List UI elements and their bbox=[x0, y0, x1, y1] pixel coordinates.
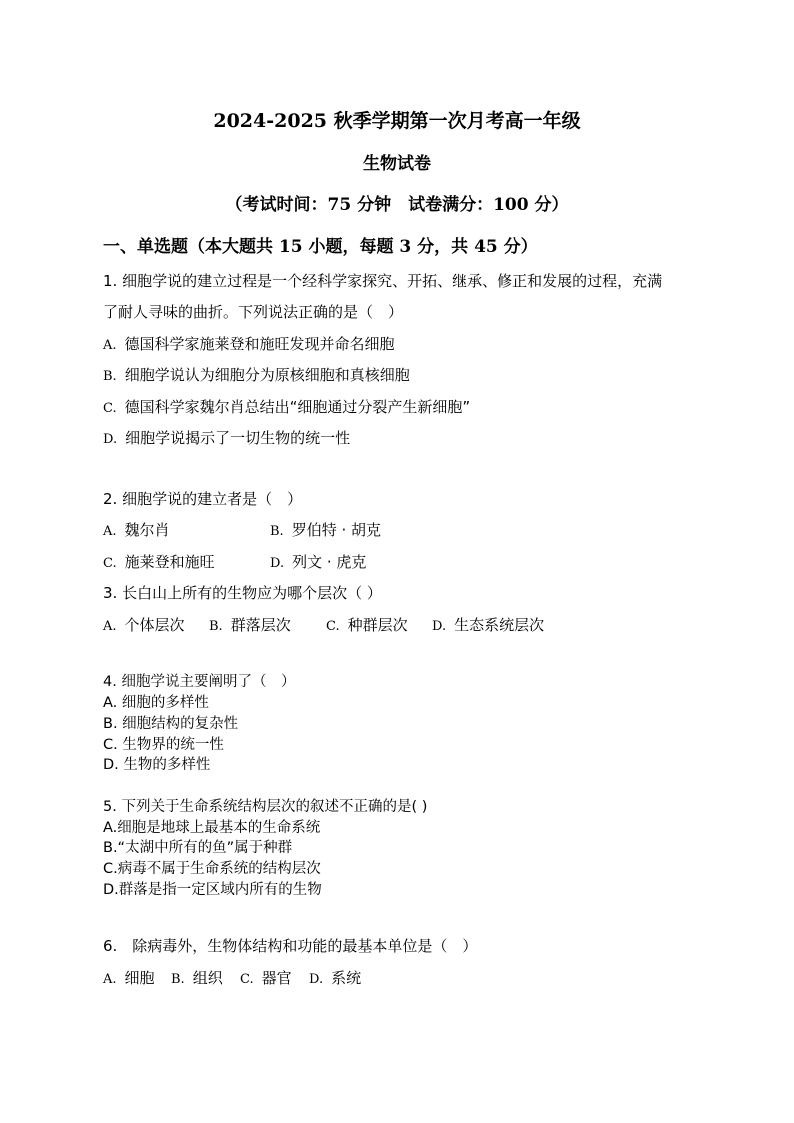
option-text: 细胞 bbox=[124, 969, 155, 987]
option-text: 系统 bbox=[331, 969, 362, 987]
q3-option-d bbox=[432, 614, 544, 635]
q1-option-a bbox=[103, 333, 395, 354]
q1-option-d bbox=[103, 427, 350, 448]
option-letter: D. bbox=[270, 556, 285, 571]
q2-stem: 2. 细胞学说的建立者是（ ） bbox=[103, 490, 303, 508]
q6-option-c bbox=[240, 967, 292, 988]
option-letter: B. bbox=[103, 369, 117, 384]
option-letter: B. bbox=[209, 619, 223, 634]
q4-option-b: B. 细胞结构的复杂性 bbox=[103, 716, 239, 732]
option-text: 德国科学家施莱登和施旺发现并命名细胞 bbox=[124, 335, 395, 353]
option-text: 罗伯特 · 胡克 bbox=[291, 521, 381, 539]
option-letter: C. bbox=[103, 556, 117, 571]
q3-option-b bbox=[209, 614, 291, 635]
option-text: 组织 bbox=[192, 969, 223, 987]
option-letter: D. bbox=[309, 972, 324, 987]
q2-option-c bbox=[103, 551, 215, 572]
option-letter: D. bbox=[432, 619, 447, 634]
option-letter: A. bbox=[103, 972, 117, 987]
exam-info: （考试时间：75 分钟 试卷满分：100 分） bbox=[225, 195, 569, 215]
subject-title: 生物试卷 bbox=[363, 154, 431, 174]
option-letter: D. bbox=[103, 432, 118, 447]
option-text: 群落层次 bbox=[230, 616, 291, 634]
option-letter: B. bbox=[171, 972, 185, 987]
option-letter: C. bbox=[326, 619, 340, 634]
q1-stem-line1: 1. 细胞学说的建立过程是一个经科学家探究、开拓、继承、修正和发展的过程，充满 bbox=[103, 272, 663, 290]
option-letter: A. bbox=[103, 338, 117, 353]
q6-option-b bbox=[171, 967, 223, 988]
option-text: 种群层次 bbox=[347, 616, 408, 634]
q3-option-a bbox=[103, 614, 185, 635]
q3-stem: 3. 长白山上所有的生物应为哪个层次（ ） bbox=[103, 584, 382, 602]
option-text: 细胞学说认为细胞分为原核细胞和真核细胞 bbox=[124, 366, 410, 384]
option-letter: B. bbox=[270, 524, 284, 539]
option-letter: C. bbox=[240, 972, 254, 987]
option-letter: A. bbox=[103, 619, 117, 634]
q4-option-a: A. 细胞的多样性 bbox=[103, 695, 209, 711]
q6-option-d bbox=[309, 967, 361, 988]
q5-option-c: C.病毒不属于生命系统的结构层次 bbox=[103, 861, 321, 877]
q1-option-c bbox=[103, 396, 470, 417]
q1-stem-line2: 了耐人寻味的曲折。下列说法正确的是（ ） bbox=[103, 303, 404, 321]
option-text: 器官 bbox=[261, 969, 292, 987]
q4-stem: 4. 细胞学说主要阐明了（ ） bbox=[103, 674, 296, 690]
exam-title: 2024-2025 秋季学期第一次月考高一年级 bbox=[213, 110, 581, 132]
option-text: 德国科学家魏尔肖总结出“细胞通过分裂产生新细胞” bbox=[124, 398, 471, 416]
q4-option-d: D. 生物的多样性 bbox=[103, 757, 211, 773]
q2-option-d bbox=[270, 551, 366, 572]
q2-option-b bbox=[270, 519, 381, 540]
option-text: 魏尔肖 bbox=[124, 521, 170, 539]
q5-stem: 5. 下列关于生命系统结构层次的叙述不正确的是( ) bbox=[103, 799, 428, 815]
section-heading: 一、单选题（本大题共 15 小题，每题 3 分，共 45 分） bbox=[103, 237, 538, 257]
option-letter: C. bbox=[103, 401, 117, 416]
q4-option-c: C. 生物界的统一性 bbox=[103, 737, 224, 753]
q5-option-a: A.细胞是地球上最基本的生命系统 bbox=[103, 820, 321, 836]
q6-stem: 6. 除病毒外，生物体结构和功能的最基本单位是（ ） bbox=[103, 937, 478, 955]
option-text: 列文 · 虎克 bbox=[292, 553, 367, 571]
q5-option-b: B.“太湖中所有的鱼”属于种群 bbox=[103, 840, 293, 856]
q2-option-a bbox=[103, 519, 170, 540]
option-letter: A. bbox=[103, 524, 117, 539]
q6-option-a bbox=[103, 967, 155, 988]
q1-option-b bbox=[103, 364, 410, 385]
q5-option-d: D.群落是指一定区域内所有的生物 bbox=[103, 882, 322, 898]
option-text: 细胞学说揭示了一切生物的统一性 bbox=[125, 429, 351, 447]
option-text: 施莱登和施旺 bbox=[124, 553, 215, 571]
q3-option-c bbox=[326, 614, 408, 635]
option-text: 生态系统层次 bbox=[454, 616, 545, 634]
option-text: 个体层次 bbox=[124, 616, 185, 634]
